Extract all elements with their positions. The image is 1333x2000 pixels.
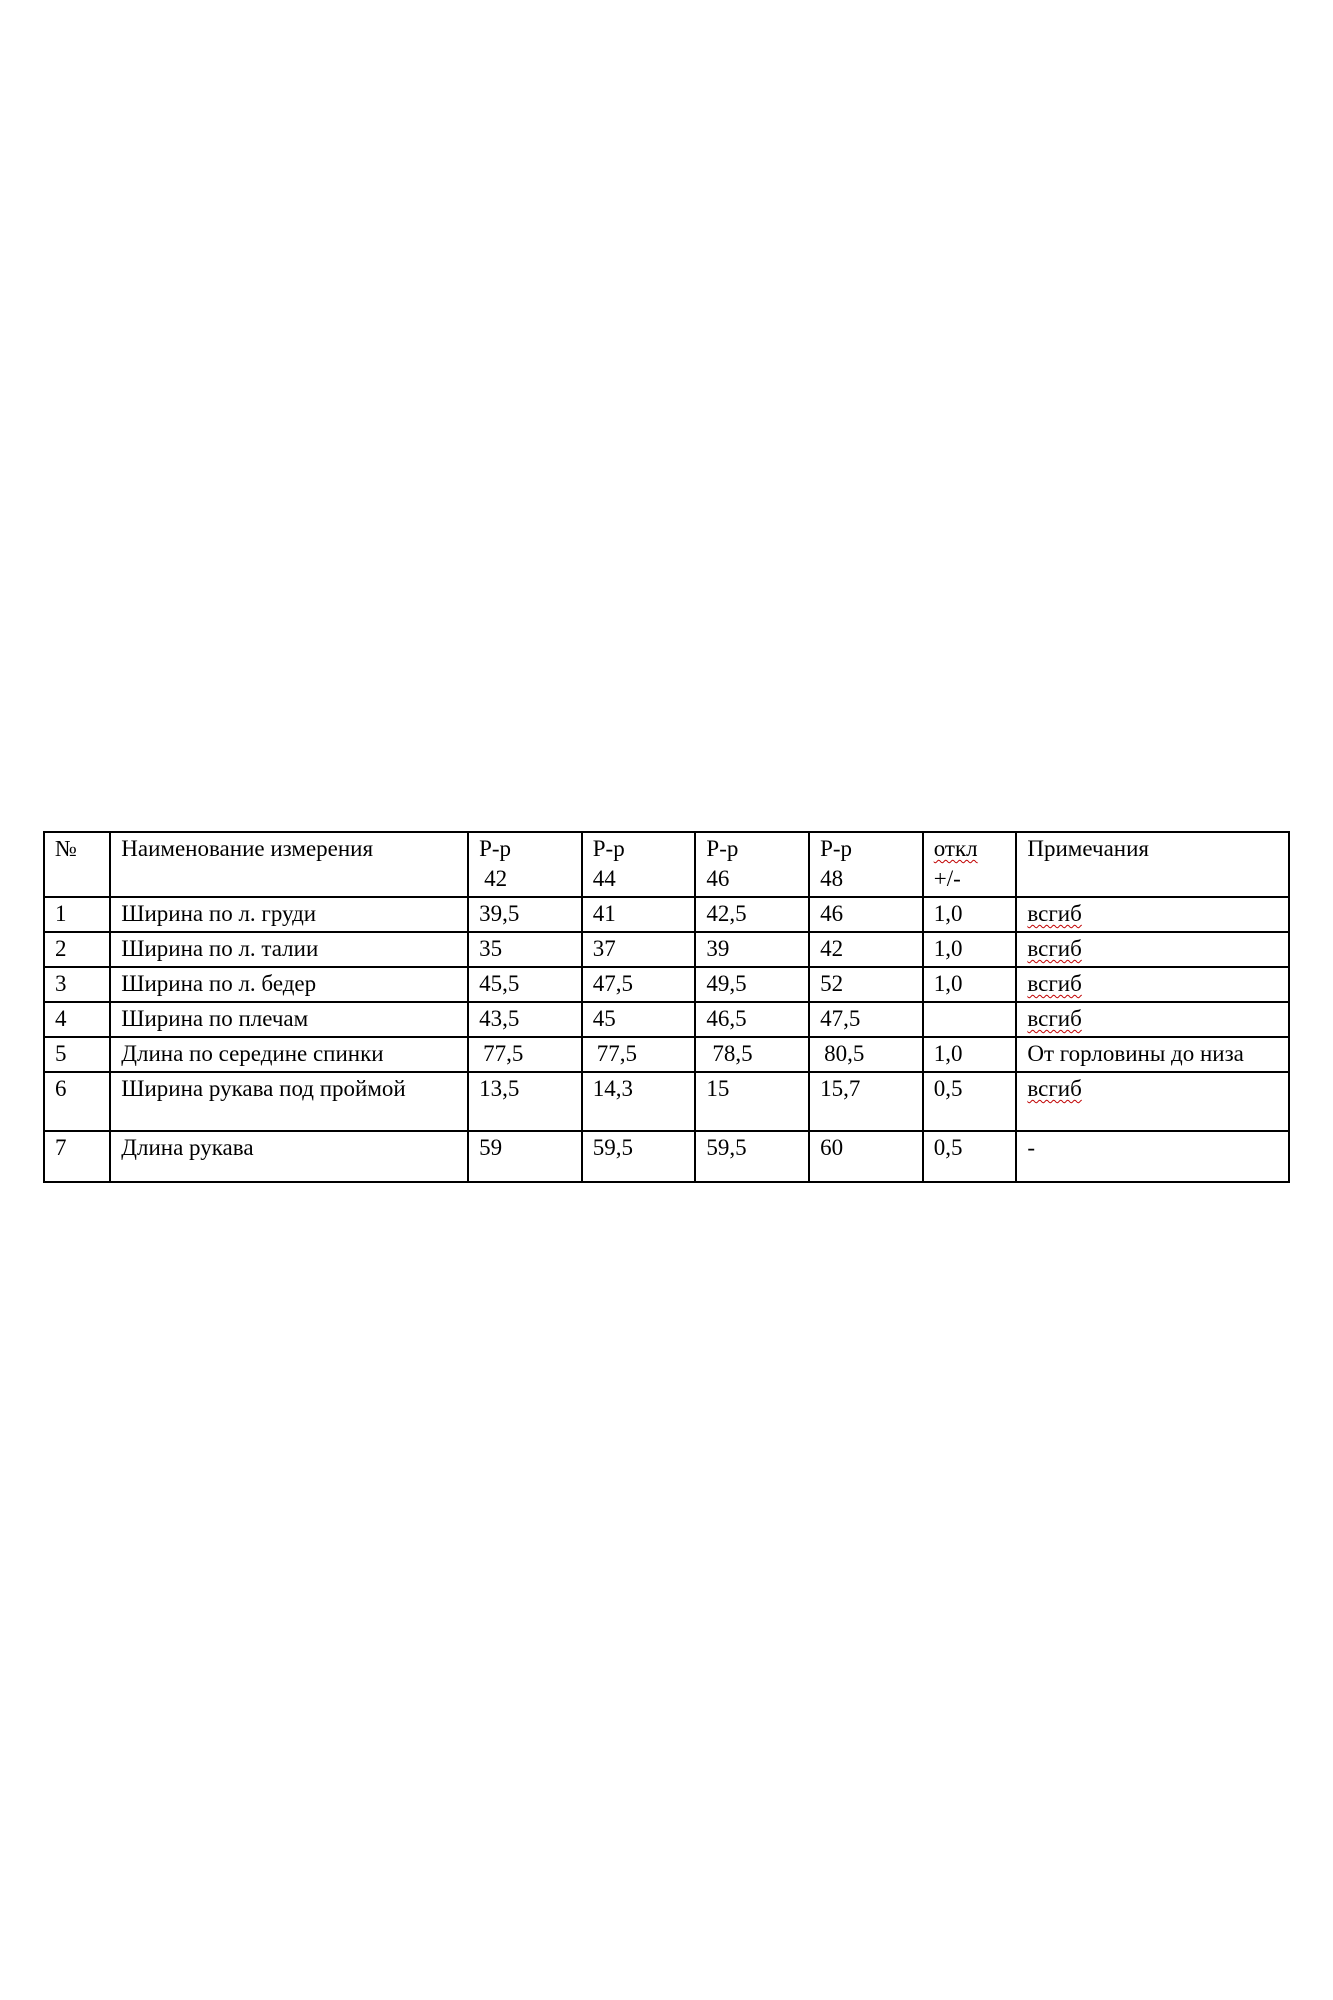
header-size-46	[695, 832, 809, 897]
header-size-42	[468, 832, 582, 897]
row-note-text: всгиб	[1027, 1076, 1082, 1101]
table-row	[44, 1072, 1289, 1131]
row-num: 5	[44, 1037, 110, 1072]
table-row	[44, 967, 1289, 1002]
row-size-46: 15	[695, 1072, 809, 1131]
row-deviation: 1,0	[923, 967, 1017, 1002]
row-name: Длина рукава	[110, 1131, 468, 1182]
header-size-44	[582, 832, 696, 897]
header-deviation-label: откл	[933, 836, 978, 861]
row-deviation: 0,5	[923, 1131, 1017, 1182]
row-note-text: всгиб	[1027, 901, 1082, 926]
row-size-46: 59,5	[695, 1131, 809, 1182]
row-note-text: всгиб	[1027, 1006, 1082, 1031]
row-deviation: 1,0	[923, 897, 1017, 932]
header-size-42-label: Р-р	[479, 836, 512, 861]
measurement-table	[43, 831, 1290, 1183]
row-size-44: 37	[582, 932, 696, 967]
row-size-48: 80,5	[809, 1037, 923, 1072]
row-size-44: 59,5	[582, 1131, 696, 1182]
row-size-48: 42	[809, 932, 923, 967]
row-num: 3	[44, 967, 110, 1002]
row-name: Ширина по л. талии	[110, 932, 468, 967]
header-deviation	[923, 832, 1017, 897]
row-size-44: 41	[582, 897, 696, 932]
row-name: Ширина по плечам	[110, 1002, 468, 1037]
row-size-48: 60	[809, 1131, 923, 1182]
row-size-42: 43,5	[468, 1002, 582, 1037]
table-row	[44, 1002, 1289, 1037]
header-notes: Примечания	[1016, 832, 1289, 897]
header-size-44-label: Р-р	[592, 836, 625, 861]
row-size-48: 52	[809, 967, 923, 1002]
header-size-48	[809, 832, 923, 897]
header-size-42-value: 42	[484, 866, 508, 891]
table-header-row	[44, 832, 1289, 897]
table-row	[44, 1131, 1289, 1182]
row-size-42: 13,5	[468, 1072, 582, 1131]
row-size-46: 49,5	[695, 967, 809, 1002]
row-deviation	[923, 1002, 1017, 1037]
row-num: 1	[44, 897, 110, 932]
row-note	[1016, 1072, 1289, 1131]
row-size-44: 45	[582, 1002, 696, 1037]
row-size-48: 47,5	[809, 1002, 923, 1037]
row-size-46: 42,5	[695, 897, 809, 932]
row-size-46: 39	[695, 932, 809, 967]
row-size-48: 46	[809, 897, 923, 932]
header-size-46-label: Р-р	[706, 836, 739, 861]
table-row	[44, 932, 1289, 967]
row-size-42: 59	[468, 1131, 582, 1182]
header-size-48-label: Р-р	[820, 836, 853, 861]
header-size-44-value: 44	[592, 866, 616, 891]
row-num: 4	[44, 1002, 110, 1037]
header-size-48-value: 48	[820, 866, 844, 891]
header-num: №	[44, 832, 110, 897]
row-name: Длина по середине спинки	[110, 1037, 468, 1072]
row-deviation: 0,5	[923, 1072, 1017, 1131]
header-size-46-value: 46	[706, 866, 730, 891]
row-size-46: 46,5	[695, 1002, 809, 1037]
row-name: Ширина по л. бедер	[110, 967, 468, 1002]
header-deviation-sign: +/-	[933, 866, 961, 891]
row-note	[1016, 897, 1289, 932]
row-size-42: 39,5	[468, 897, 582, 932]
row-size-42: 45,5	[468, 967, 582, 1002]
header-name: Наименование измерения	[110, 832, 468, 897]
row-name: Ширина рукава под проймой	[110, 1072, 468, 1131]
row-size-42: 77,5	[468, 1037, 582, 1072]
row-note-text: всгиб	[1027, 971, 1082, 996]
row-size-44: 77,5	[582, 1037, 696, 1072]
row-note	[1016, 1002, 1289, 1037]
row-note-text: всгиб	[1027, 936, 1082, 961]
row-name: Ширина по л. груди	[110, 897, 468, 932]
row-size-42: 35	[468, 932, 582, 967]
row-deviation: 1,0	[923, 1037, 1017, 1072]
row-deviation: 1,0	[923, 932, 1017, 967]
row-note	[1016, 932, 1289, 967]
row-size-44: 14,3	[582, 1072, 696, 1131]
row-num: 2	[44, 932, 110, 967]
row-note: -	[1016, 1131, 1289, 1182]
row-size-46: 78,5	[695, 1037, 809, 1072]
table-row	[44, 1037, 1289, 1072]
row-size-48: 15,7	[809, 1072, 923, 1131]
row-note	[1016, 967, 1289, 1002]
row-size-44: 47,5	[582, 967, 696, 1002]
table-row	[44, 897, 1289, 932]
row-num: 6	[44, 1072, 110, 1131]
row-num: 7	[44, 1131, 110, 1182]
row-note: От горловины до низа	[1016, 1037, 1289, 1072]
